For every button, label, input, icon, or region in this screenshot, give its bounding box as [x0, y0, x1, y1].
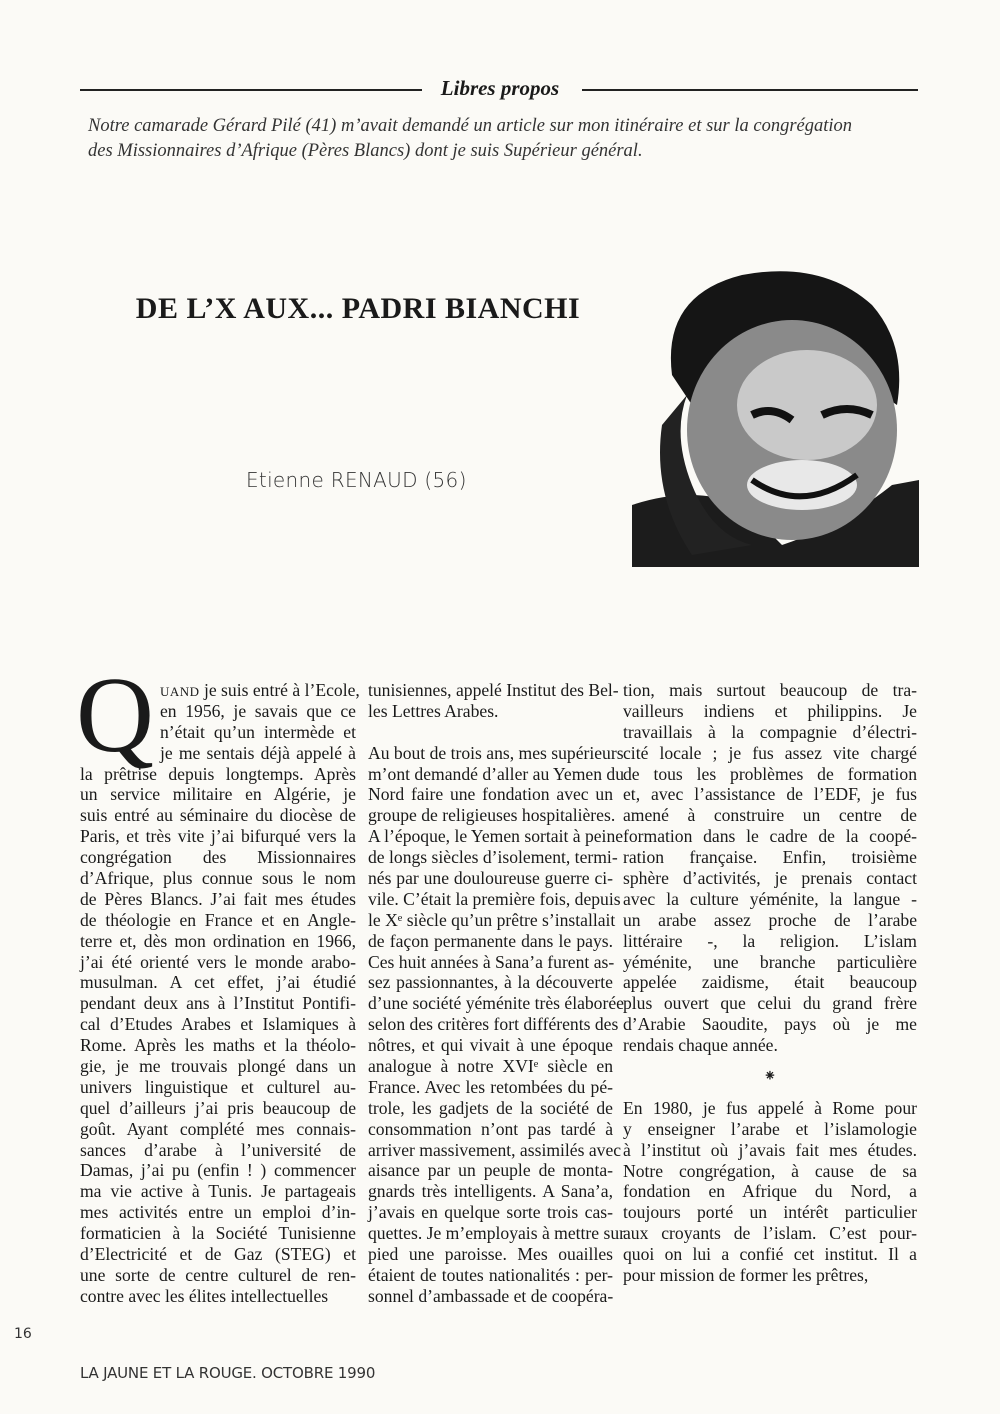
text-line: un service militaire en Algérie, je	[80, 784, 356, 805]
article-column-1	[80, 680, 360, 1307]
text-line: j’ai été orienté vers le monde arabo-	[80, 951, 356, 972]
text-line: le Xᵉ siècle qu’un prêtre s’installait	[368, 909, 616, 930]
text-line: de longs siècles d’isolement, termi-	[368, 847, 618, 868]
text-line: nés par une douloureuse guerre ci-	[368, 868, 613, 889]
intro-line: Notre camarade Gérard Pilé (41) m’avait demandé un article sur mon itinéraire et sur la congrégation	[88, 116, 853, 136]
text-line: vile. C’était la première fois, depuis	[368, 888, 621, 909]
text-line: gie, je me trouvais plongé dans un	[80, 1056, 356, 1077]
paragraph-gap	[368, 722, 613, 743]
section-break-asterisk: ⁕	[763, 1068, 777, 1086]
text-line: littéraire -, la religion. L’islam	[623, 930, 917, 951]
text-line: terre et, dès mon ordination en 1966,	[80, 930, 356, 951]
text-line-rest: je suis entré à l’Ecole,	[199, 680, 360, 700]
text-line: plus ouvert que celui du grand frère	[623, 993, 917, 1014]
text-line: en 1956, je savais que ce	[160, 700, 356, 721]
text-line: étaient de toutes nationalités : per-	[368, 1264, 613, 1285]
text-line: Paris, et très vite j’ai bifurqué vers la	[80, 826, 356, 847]
publication-footer: LA JAUNE ET LA ROUGE. OCTOBRE 1990	[80, 1364, 376, 1382]
text-line: France. Avec les retombées du pé-	[368, 1076, 613, 1097]
text-line: je me sentais déjà appelé à	[160, 742, 356, 763]
text-line: m’ont demandé d’aller au Yemen du	[368, 763, 625, 784]
text-line: sances d’arabe à l’université de	[80, 1139, 356, 1160]
text-line: Notre congrégation, à cause de sa	[623, 1160, 917, 1181]
text-line: musulman. A cet effet, j’ai étudié	[80, 972, 356, 993]
text-line: n’était qu’un intermède et	[160, 721, 356, 742]
text-line: de tous les problèmes de formation	[623, 763, 917, 784]
text-line: rendais chaque année.	[623, 1035, 778, 1056]
article-author: Etienne RENAUD (56)	[246, 468, 467, 492]
text-line: vailleurs indiens et philippins. Je	[623, 700, 917, 721]
text-line: quettes. Je m’employais à mettre sur	[368, 1223, 625, 1244]
section-heading: Libres propos	[440, 76, 560, 100]
header-rule-right	[582, 89, 918, 91]
text-line: goût. Ayant complété mes connais-	[80, 1118, 356, 1139]
drop-cap: Q	[76, 656, 154, 775]
text-line: j’avais en quelque sorte trois cas-	[368, 1202, 613, 1223]
text-line: d’Electricité et de Gaz (STEG) et	[80, 1244, 356, 1265]
text-line: nôtres, et qui vivait à une époque	[368, 1035, 613, 1056]
intro-line: des Missionnaires d’Afrique (Pères Blancs) dont je suis Supérieur général.	[88, 141, 643, 161]
article-column-2	[368, 680, 625, 1307]
text-line: la prêtrise depuis longtemps. Après	[80, 763, 356, 784]
text-line: univers linguistique et culturel au-	[80, 1076, 356, 1097]
text-line: Rome. Après les maths et la théolo-	[80, 1035, 356, 1056]
text-line: pied une paroisse. Mes ouailles	[368, 1244, 613, 1265]
text-line: groupe de religieuses hospitalières.	[368, 805, 616, 826]
text-line: tion, mais surtout beaucoup de tra-	[623, 680, 917, 700]
text-line: d’Arabie Saoudite, pays où je me	[623, 1014, 917, 1035]
text-line: sez passionnantes, à la découverte	[368, 972, 613, 993]
text-line: fondation en Afrique du Nord, a	[623, 1181, 917, 1202]
text-line: selon des critères fort différents des	[368, 1014, 619, 1035]
text-line: et, avec l’assistance de l’EDF, je fus	[623, 784, 917, 805]
text-line: appelée zaidisme, était beaucoup	[623, 972, 917, 993]
text-line: gnards très intelligents. A Sana’a,	[368, 1181, 613, 1202]
article-title: DE L’X AUX... PADRI BIANCHI	[135, 292, 581, 325]
text-line: pendant deux ans à l’Institut Pontifi-	[80, 993, 356, 1014]
text-line: cité locale ; je fus assez vite chargé	[623, 742, 917, 763]
text-line: sphère d’activités, je prenais contact	[623, 868, 917, 889]
text-line: toujours porté un intérêt particulier	[623, 1202, 917, 1223]
text-line: contre avec les élites intellectuelles	[80, 1285, 329, 1306]
text-line: quoi on lui a confié cet institut. Il a	[623, 1244, 917, 1265]
text-line: d’une société yéménite très élaborée	[368, 993, 624, 1014]
text-line: Nord faire une fondation avec un	[368, 784, 613, 805]
text-line: Ces huit années à Sana’a furent as-	[368, 951, 615, 972]
text-line: A l’époque, le Yemen sortait à peine	[368, 826, 624, 847]
text-line: avec la culture yéménite, la langue -	[623, 888, 917, 909]
text-line: Damas, j’ai pu (enfin ! ) commencer	[80, 1160, 356, 1181]
text-line: de Pères Blancs. J’ai fait mes études	[80, 888, 356, 909]
text-line: amené à construire un centre de	[623, 805, 917, 826]
text-line: pour mission de former les prêtres,	[623, 1264, 869, 1285]
text-line: trole, les gadjets de la société de	[368, 1097, 613, 1118]
portrait-photo	[632, 255, 919, 567]
text-line: quel d’ailleurs j’ai pris beaucoup de	[80, 1097, 356, 1118]
text-line: y enseigner l’arabe et l’islamologie	[623, 1118, 917, 1139]
text-line: formaticien à la Société Tunisienne	[80, 1223, 356, 1244]
text-line: arriver massivement, assimilés avec	[368, 1139, 622, 1160]
header-rule-left	[80, 89, 422, 91]
text-line: consommation n’ont pas tardé à	[368, 1118, 613, 1139]
article-column-3	[623, 680, 917, 1286]
text-line: de façon permanente dans le pays.	[368, 930, 613, 951]
text-line: aux croyants de l’islam. C’est pour-	[623, 1223, 917, 1244]
text-line: analogue à notre XVIᵉ siècle en	[368, 1056, 613, 1077]
text-line: yéménite, une branche particulière	[623, 951, 917, 972]
text-line	[160, 680, 360, 701]
text-line: tunisiennes, appelé Institut des Bel-	[368, 680, 619, 700]
text-line: une sorte de centre culturel de ren-	[80, 1264, 356, 1285]
text-line: les Lettres Arabes.	[368, 700, 499, 721]
text-line: à l’institut où j’avais fait mes études.	[623, 1139, 917, 1160]
text-line: cal d’Etudes Arabes et Islamiques à	[80, 1014, 356, 1035]
text-line: congrégation des Missionnaires	[80, 847, 356, 868]
text-line: travaillais à la compagnie d’électri-	[623, 721, 917, 742]
text-line: d’Afrique, plus connue sous le nom	[80, 868, 356, 889]
text-line: En 1980, je fus appelé à Rome pour	[623, 1097, 917, 1118]
text-line: un arabe assez proche de l’arabe	[623, 909, 917, 930]
text-line: sonnel d’ambassade et de coopéra-	[368, 1285, 614, 1306]
text-line: Au bout de trois ans, mes supérieurs	[368, 742, 624, 763]
text-line: aisance par un peuple de monta-	[368, 1160, 613, 1181]
lead-smallcaps: UAND	[160, 684, 200, 699]
text-line: ma vie active à Tunis. Je partageais	[80, 1181, 356, 1202]
text-line: ration française. Enfin, troisième	[623, 847, 917, 868]
text-line: formation dans le cadre de la coopé-	[623, 826, 917, 847]
text-line: de théologie en France et en Angle-	[80, 909, 356, 930]
page-number: 16	[14, 1326, 32, 1342]
text-line: suis entré au séminaire du diocèse de	[80, 805, 356, 826]
text-line: mes activités entre un emploi d’in-	[80, 1202, 356, 1223]
